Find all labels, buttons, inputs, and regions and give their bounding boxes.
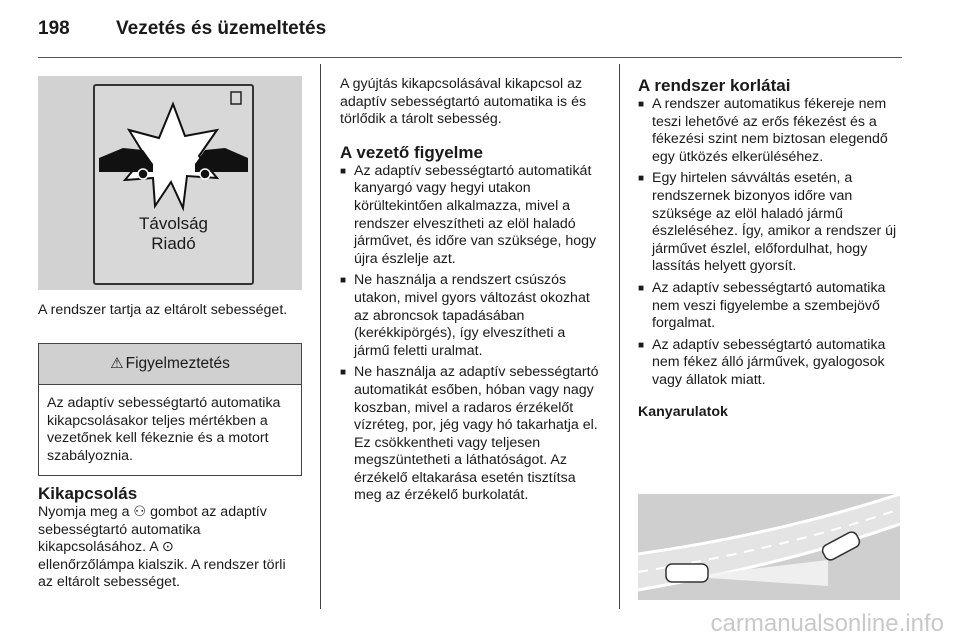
header-rule [38, 57, 902, 58]
driver-attention-heading: A vezető figyelme [340, 142, 483, 162]
intro-paragraph: A gyújtás kikapcsolásával kikapcsol az adaptív sebességtartó automatika is és törlődik a tárolt sebesség. [340, 76, 587, 128]
column-divider-1 [320, 64, 321, 609]
cruise-indicator-icon [231, 92, 241, 104]
column-2 [340, 76, 604, 509]
figure-label-line2: Riadó [151, 234, 196, 253]
curves-subheading: Kanyarulatok [638, 403, 728, 420]
warning-box [38, 343, 302, 476]
alert-display-screen [93, 84, 254, 285]
own-car-icon [666, 564, 708, 582]
section-heading: Kikapcsolás [38, 484, 138, 503]
limits-list [638, 96, 904, 390]
list-item: ■ Ne használja az adaptív sebességtartó automatikát esőben, hóban vagy nagy koszban, mivel a radaros érzékelőt vízréteg, por, jég vagy hó takarhatja el. Ez csökkentheti vagy teljesen megszüntetheti a láthatóságot. Az érzékelő eltakarása esetén tisztítsa meg az érzékelő burkolatát. [340, 364, 604, 505]
list-item: ■ Az adaptív sebességtartó automatika nem fékez álló járművek, gyalogosok vagy állatok miatt. [638, 337, 904, 390]
page-number: 198 [38, 18, 70, 39]
list-item: ■ Egy hirtelen sávváltás esetén, a rendszernek bizonyos időre van szüksége az elöl haladó jármű észleléséhez. Így, amikor a rendszer új járművet észlel, előfordulhat, hogy lassítás helyett gyorsít. [638, 170, 904, 276]
cruise-control-lamp-icon: ⊙ [161, 539, 174, 556]
figure-label-line1: Távolság [139, 214, 208, 233]
list-item: ■ Ne használja a rendszert csúszós utakon, mivel gyors változást okozhat az abroncsok tapadásában (kerékkipörgés), így elveszítheti a jármű feletti uralmat. [340, 272, 604, 360]
cruise-button-icon: ⚇ [133, 504, 147, 520]
page-title: Vezetés és üzemeltetés [116, 18, 327, 39]
driver-attention-list [340, 163, 604, 505]
body-paragraph: A rendszer tartja az eltárolt sebességet. [38, 302, 288, 318]
column-3 [638, 76, 904, 421]
curves-figure [638, 494, 900, 600]
distance-alert-figure [38, 76, 302, 290]
section-text: Nyomja meg a ⚇ gombot az adaptív sebességtartó automatika kikapcsolásához. A ⊙ ellenőrzőlámpa kialszik. A rendszer törli az eltárolt sebességet. [38, 504, 286, 591]
column-divider-2 [619, 64, 620, 609]
warning-title: Figyelmeztetés [125, 355, 230, 373]
warning-header [39, 344, 301, 385]
warning-text: Az adaptív sebességtartó automatika kikapcsolásakor teljes mértékben a vezetőnek kell fékeznie és a motort szabályoznia. [47, 395, 281, 464]
limits-heading: A rendszer korlátai [638, 76, 791, 95]
list-item: ■ Az adaptív sebességtartó automatika nem veszi figyelembe a szembejövő forgalmat. [638, 280, 904, 333]
warning-triangle-icon: ⚠ [110, 355, 124, 373]
curve-road-illustration [638, 494, 900, 600]
list-item: ■ Az adaptív sebességtartó automatikát kanyargó vagy hegyi utakon körültekintően alkalmazza, mivel a rendszer elveszítheti az elöl haladó járművet, és időre van szüksége, hogy újra észlelje azt. [340, 163, 604, 269]
kikapcsolas-section [38, 484, 302, 592]
watermark: carmanualsonline.info [710, 610, 944, 637]
list-item: ■ A rendszer automatikus fékereje nem teszi lehetővé az erős fékezést és a fékezési szint nem biztosan elegendő egy ütközés elkerüléséhez. [638, 96, 904, 166]
